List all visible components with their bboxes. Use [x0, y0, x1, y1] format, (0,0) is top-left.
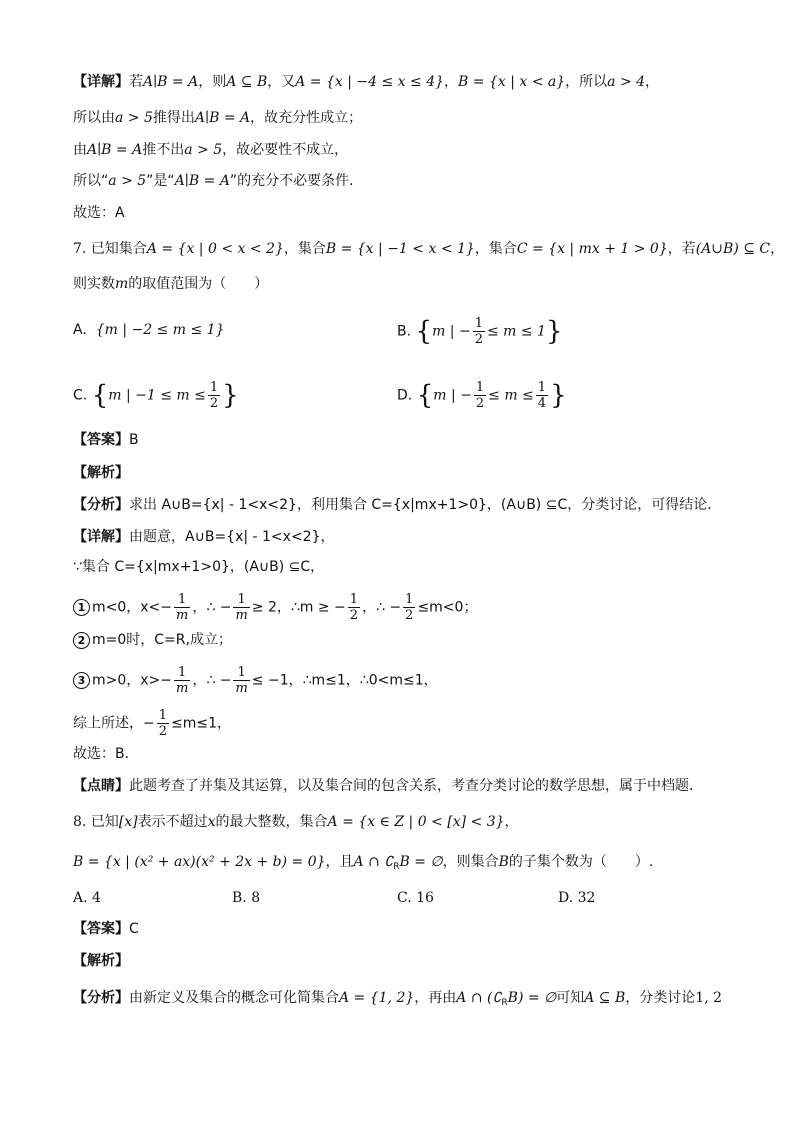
q7-option-d[interactable]: D. {m | − $\frac{1}{2}$ ≤ m ≤ $\frac{1}{4}$ } — [397, 380, 567, 411]
circled-number: 1 — [73, 599, 90, 616]
answer-tag: 【答案】 — [73, 432, 129, 448]
q7-detail-2: ∵集合 C={x|mx+1>0}，(A∪B) ⊆C， — [73, 559, 325, 575]
q7-analysis-tag: 【解析】 — [73, 465, 129, 481]
q8-option-d[interactable]: D. 32 — [558, 890, 596, 906]
q7-detail-1: 【详解】由题意，A∪B={x| - 1<x<2}， — [73, 529, 335, 545]
q7-answer: 【答案】B — [73, 432, 139, 448]
q8-option-c[interactable]: C. 16 — [397, 890, 434, 906]
q7-stem-line-2: 则实数m的取值范围为（ ） — [73, 276, 269, 292]
q7-fenxi: 【分析】求出 A∪B={x| - 1<x<2}，利用集合 C={x|mx+1>0}，(A∪B) ⊆C，分类讨论，可得结论． — [73, 497, 722, 513]
q8-stem-line-1: 8. 已知[x]表示不超过x的最大整数，集合A = {x ∈ Z | 0 < [x] < 3}， — [73, 814, 519, 830]
q8-analysis-tag: 【解析】 — [73, 953, 129, 969]
q7-option-b[interactable]: B. {m | − $\frac{1}{2}$ ≤ m ≤ 1} — [397, 316, 563, 347]
q6-detail-line-4: 所以“a > 5”是“A∣B = A”的充分不必要条件. — [73, 173, 354, 189]
q7-option-c[interactable]: C. {m | −1 ≤ m ≤ $\frac{1}{2}$ } — [73, 380, 239, 411]
q7-dianjing: 【点睛】此题考查了并集及其运算，以及集合间的包含关系，考查分类讨论的数学思想，属于中档题． — [73, 778, 703, 794]
q7-case-1: 1 m<0，x<− $\frac{1}{m}$ ，∴ − $\frac{1}{m}$ ≥ 2，∴m ≥ − $\frac{1}{2}$ ，∴ − $\frac{1}{2}$ ≤m<0； — [73, 592, 477, 623]
q6-detail-line-3: 由A∣B = A推不出a > 5，故必要性不成立， — [73, 142, 349, 158]
fraction: $\frac{1}{2}$ — [209, 380, 219, 411]
q6-choose: 故选：A — [73, 205, 125, 221]
fraction: $\frac{1}{2}$ — [474, 316, 483, 347]
q7-choose: 故选：B． — [73, 746, 139, 762]
q8-answer: 【答案】C — [73, 921, 139, 937]
q7-stem-line-1: 7. 已知集合A = {x | 0 < x < 2}，集合B = {x | −1 < x < 1}，集合C = {x | mx + 1 > 0}，若(A∪B) ⊆ C， — [73, 241, 785, 257]
q8-option-a[interactable]: A. 4 — [73, 890, 101, 906]
q6-detail-line-2: 所以由a > 5推得出A∣B = A，故充分性成立； — [73, 110, 363, 126]
fraction: $\frac{1}{4}$ — [537, 380, 547, 411]
q8-option-b[interactable]: B. 8 — [232, 890, 261, 906]
q8-fenxi: 【分析】由新定义及集合的概念可化简集合A = {1, 2}，再由A ∩ $(∁_RB)$ = ∅可知A ⊆ B，分类讨论1, 2 — [73, 990, 722, 1008]
q7-summary: 综上所述，− $\frac{1}{2}$ ≤m≤1， — [73, 708, 232, 739]
q8-stem-line-2: B = {x | (x² + ax)(x² + 2x + b) = 0}，且A ∩ $∁_RB$ = ∅，则集合B的子集个数为（ ）. — [73, 854, 654, 872]
q7-option-a[interactable]: A. {m | −2 ≤ m ≤ 1} — [73, 322, 225, 338]
q7-case-3: 3 m>0，x>− $\frac{1}{m}$ ，∴ − $\frac{1}{m}$ ≤ −1，∴m≤1，∴0<m≤1， — [73, 665, 438, 696]
q6-detail-line-1: 【详解】若A∣B = A，则A ⊆ B，又A = {x | −4 ≤ x ≤ 4}，B = {x | x < a}，所以a > 4， — [73, 74, 660, 90]
q7-case-2: 2 m=0时，C=R,成立； — [73, 630, 232, 650]
detail-tag: 【详解】 — [73, 74, 129, 90]
fraction: $\frac{1}{2}$ — [475, 380, 485, 411]
